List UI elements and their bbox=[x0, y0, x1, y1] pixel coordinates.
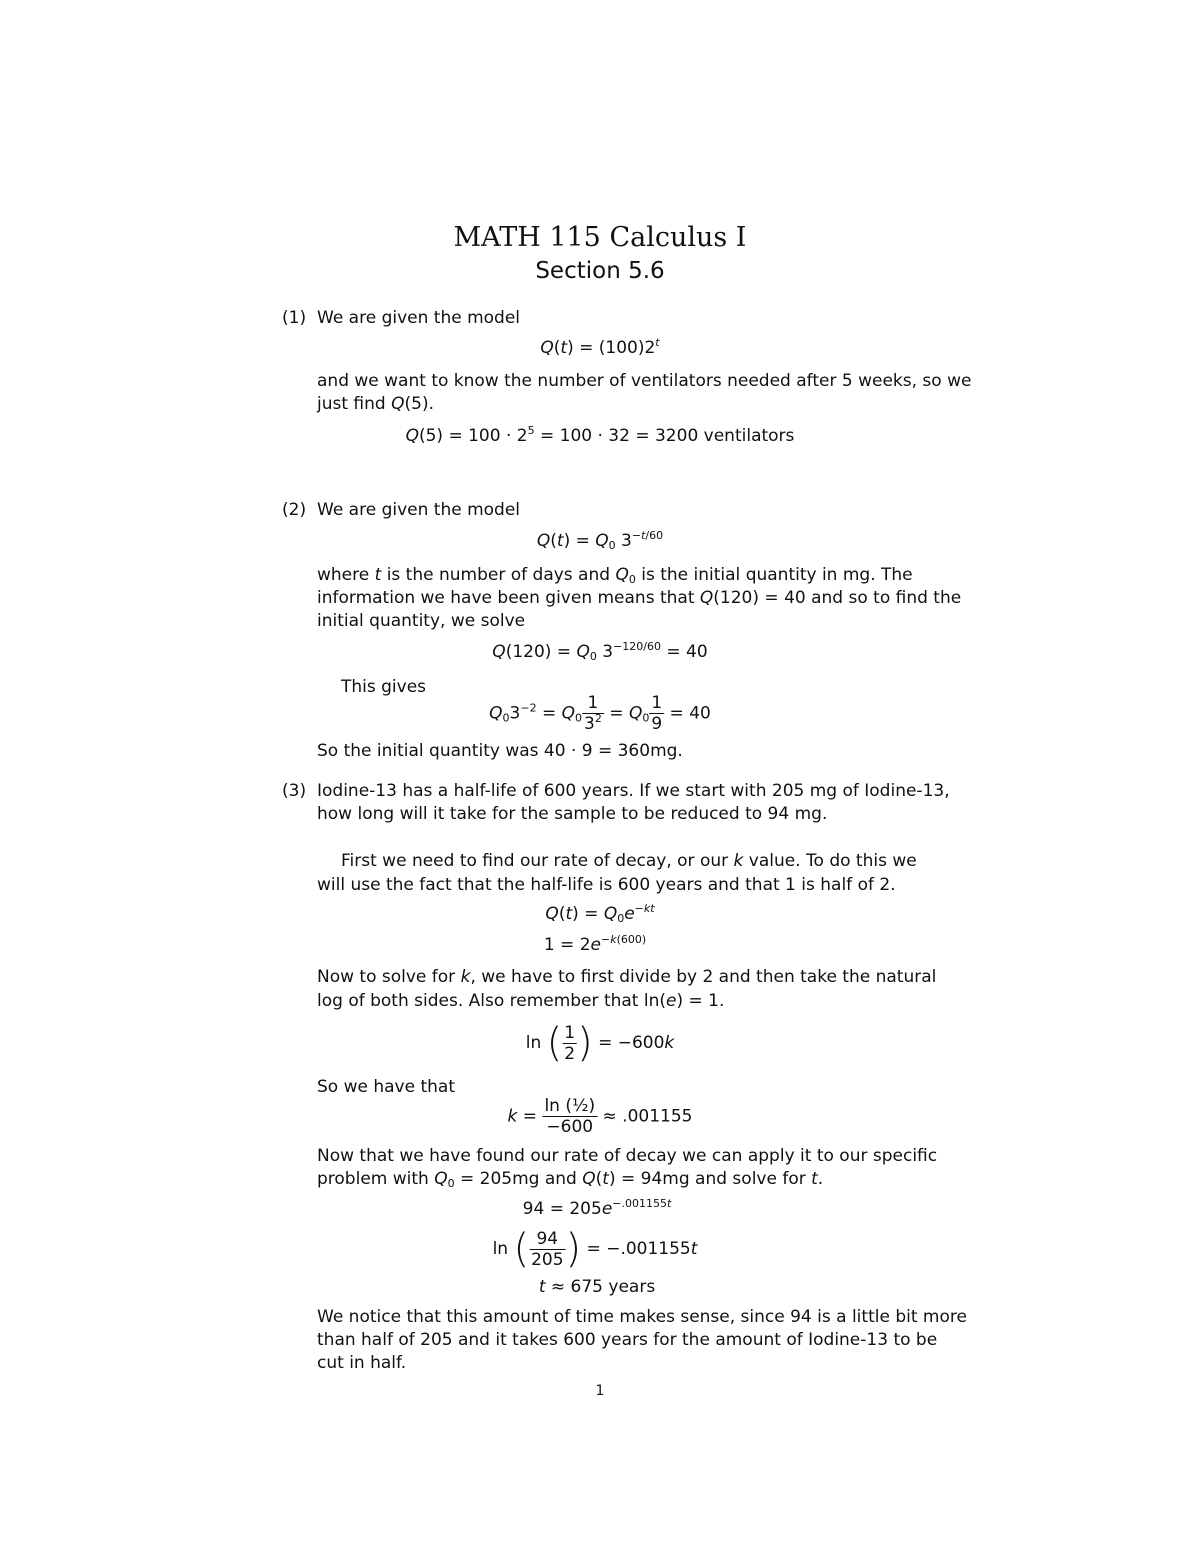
problem-1-text-line: and we want to know the number of ventilators needed after 5 weeks, so we bbox=[317, 371, 972, 391]
problem-3-text-line: Now to solve for k, we have to first divide by 2 and then take the natural bbox=[317, 967, 937, 987]
problem-3-text-line: log of both sides. Also remember that ln(e) = 1. bbox=[317, 991, 725, 1011]
equation-q5: $Q(5) = 100 \cdot 2^5 = 100 \cdot 32 = 3200$ ventilators bbox=[405, 424, 795, 446]
problem-3-text-line: First we need to find our rate of decay, or our k value. To do this we bbox=[341, 851, 917, 871]
equation-94: $94 = 205e^{-.001155t}$ bbox=[522, 1197, 672, 1219]
problem-3-conclusion-line: than half of 205 and it takes 600 years for the amount of Iodine-13 to be bbox=[317, 1330, 938, 1350]
problem-2-text-line: initial quantity, we solve bbox=[317, 611, 526, 631]
problem-2-text-line: information we have been given means that Q(120) = 40 and so to find the bbox=[317, 588, 962, 608]
problem-2-text-line: This gives bbox=[341, 677, 427, 697]
equation-ln-half: ln ( $\frac{1}{2}$ ) = −600k bbox=[525, 1020, 675, 1066]
equation-decay-model: $Q(t) = Q_0e^{-kt}$ bbox=[545, 902, 655, 925]
equation-k-value: k = $\frac{\text{ln (½)}}{-600}$ ≈ .001155 bbox=[507, 1096, 693, 1137]
problem-3-conclusion-line: cut in half. bbox=[317, 1353, 407, 1373]
problem-1-intro: We are given the model bbox=[317, 308, 521, 328]
problem-1-text-line: just find Q(5). bbox=[317, 394, 434, 414]
problem-3-conclusion-line: We notice that this amount of time makes sense, since 94 is a little bit more bbox=[317, 1307, 967, 1327]
problem-3-text-line: So we have that bbox=[317, 1077, 456, 1097]
equation-half-life: $1 = 2e^{-k(600)}$ bbox=[543, 933, 647, 955]
section-subtitle: Section 5.6 bbox=[535, 258, 665, 284]
equation-ln-ratio: ln ( $\frac{94}{205}$ ) = −.001155t bbox=[492, 1226, 698, 1272]
problem-1-number: (1) bbox=[282, 308, 307, 328]
problem-3-question-line: how long will it take for the sample to be reduced to 94 mg. bbox=[317, 804, 828, 824]
problem-3-text-line: Now that we have found our rate of decay we can apply it to our specific bbox=[317, 1146, 938, 1166]
equation-q0-solve: $Q_03^{-2} = Q_0$ $\frac{1}{3^2}$ = $Q_0$ $\frac{1}{9}$ = 40 bbox=[489, 693, 711, 734]
problem-3-text-line: will use the fact that the half-life is 600 years and that 1 is half of 2. bbox=[317, 875, 896, 895]
equation-q120: $Q(120) = Q_0$ $3^{-120/60} = 40$ bbox=[492, 640, 708, 663]
problem-2-answer: So the initial quantity was 40 · 9 = 360mg. bbox=[317, 741, 683, 761]
problem-2-number: (2) bbox=[282, 500, 307, 520]
problem-3-question-line: Iodine-13 has a half-life of 600 years. If we start with 205 mg of Iodine-13, bbox=[317, 781, 950, 801]
page-number: 1 bbox=[595, 1383, 605, 1399]
equation-model-2: $Q(t) = Q_0$ $3^{-t/60}$ bbox=[536, 529, 664, 552]
problem-2-intro: We are given the model bbox=[317, 500, 521, 520]
document-title: MATH 115 Calculus I bbox=[453, 222, 747, 253]
equation-model-1: $Q(t) = (100)2^t$ bbox=[540, 336, 660, 358]
problem-3-text-line: problem with $Q_0 = 205mg$ and Q(t) = 94mg and solve for t. bbox=[317, 1169, 824, 1190]
problem-3-number: (3) bbox=[282, 781, 307, 801]
equation-t-result: t ≈ 675 years bbox=[538, 1277, 656, 1297]
problem-2-text-line: where t is the number of days and $Q_0$ is the initial quantity in mg. The bbox=[317, 565, 913, 586]
